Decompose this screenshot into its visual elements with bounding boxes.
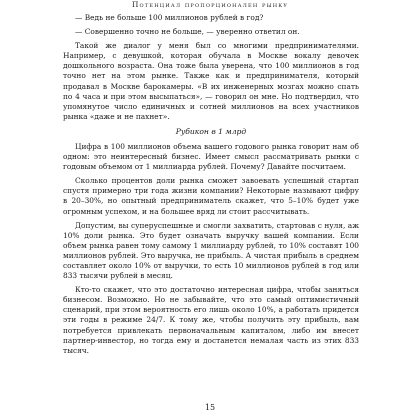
paragraph: Допустим, вы суперуспешные и смогли захватить, стартовав с нуля, аж 10% доли рынка. Это будет означать выручку вашей компании. Если объем рынка равен тому самому 1 миллиарду рублей, то 10% составят 100 миллионов рублей. Это выручка, не прибыль. А чистая прибыль в среднем составляет около 10% от выручки, то есть 10 миллионов рублей в год или 833 тысячи рублей в месяц. (63, 220, 359, 281)
running-head: Потенциал пропорционален рынку (131, 0, 289, 9)
paragraph: Цифра в 100 миллионов объема вашего годового рынка говорит нам об одном: это неинтересный бизнес. Имеет смысл рассматривать рынки с годовым объемом от 1 миллиарда рублей. Почему? Давайте посчитаем. (63, 141, 359, 172)
paragraph: Сколько процентов доли рынка сможет завоевать успешный стартап спустя примерно три года жизни компании? Некоторые называют цифру в 20–30%, но опытный предприниматель скажет, что 5–10% будет уже огромным успехом, и на большее вряд ли стоит рассчитывать. (63, 176, 359, 216)
section-heading: Рубикон в 1 млрд (175, 126, 247, 136)
page-body (63, 13, 359, 356)
page-number: 15 (204, 403, 216, 412)
paragraph: Кто-то скажет, что это достаточно интересная цифра, чтобы заняться бизнесом. Возможно. Но не забывайте, что это самый оптимистичный сценарий, при этом вероятность его лишь около 10%, а работать придется эти годы в режиме 24/7. К тому же, чтобы получить эту прибыль, вам потребуется привлекать первоначальным капиталом, либо им внесет партнер-инвестор, но тогда ему и достанется немалая часть из этих 833 тысяч. (63, 285, 359, 355)
dialog-line-2: — Совершенно точно не больше, — уверенно ответил он. (75, 27, 300, 37)
paragraph: Такой же диалог у меня был со многими предпринимателями. Например, с девушкой, которая обучала в Москве вокалу девочек дошкольного возраста. Она тоже была уверена, что 100 миллионов в год точно нет на этом рынке. Также как и предпринимателя, который продавал в Москве барокамеры. «В их инженерных мозгах можно спать по 4 часа и при этом высыпаться», — говорил он мне. Но подтвердил, что упомянутое число единичных и сотней миллионов на всех участников рынка «даже и не пахнет». (63, 41, 359, 121)
dialog-line-1: — Ведь не больше 100 миллионов рублей в год? (75, 13, 264, 22)
